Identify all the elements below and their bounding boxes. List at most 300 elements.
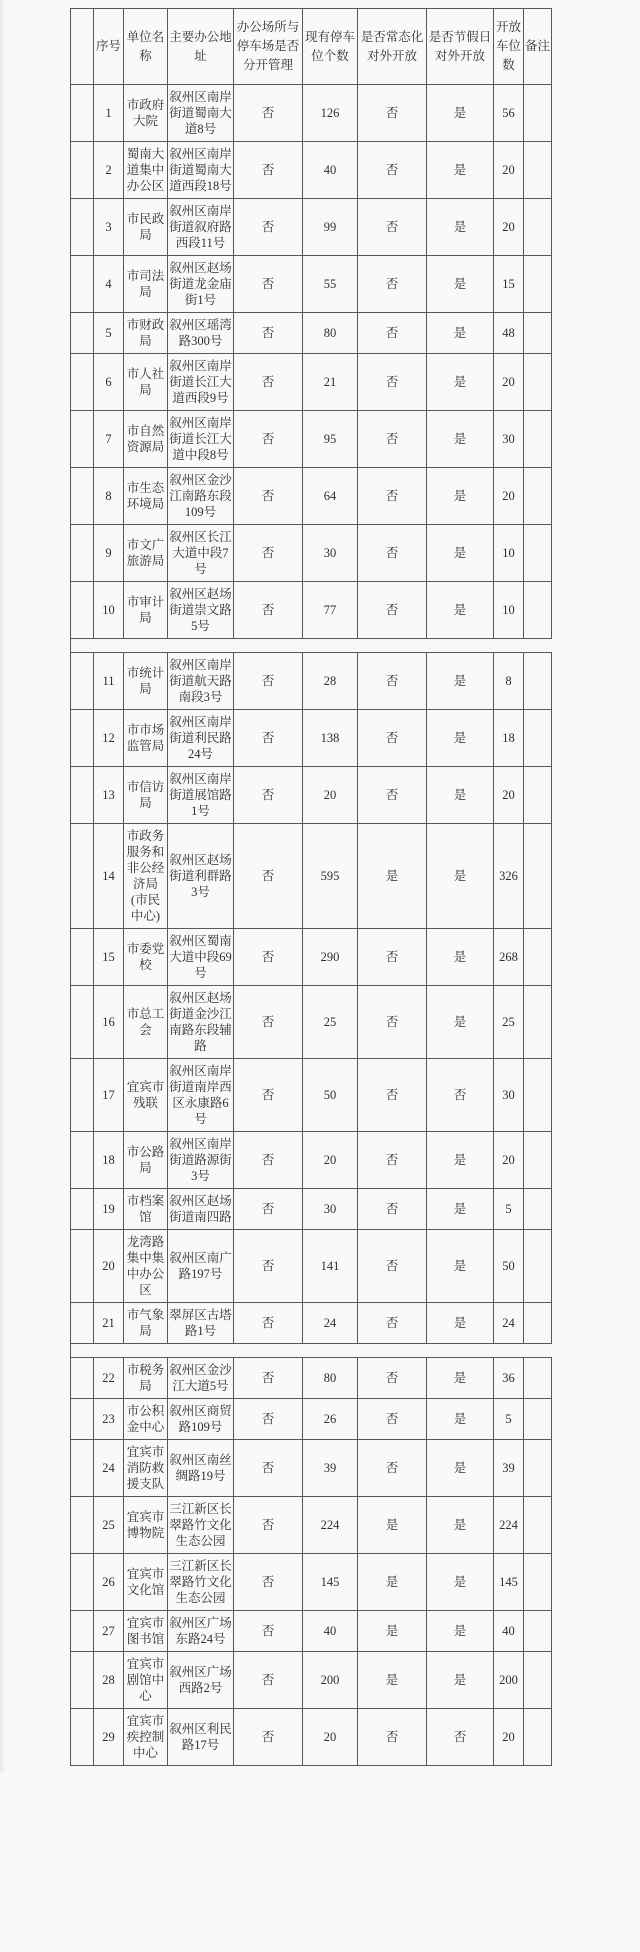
- table-row: [71, 354, 552, 411]
- table-row: [71, 256, 552, 313]
- cell-remark: [524, 1497, 552, 1554]
- cell-no: 26: [94, 1554, 124, 1611]
- cell-separate: 否: [234, 1230, 303, 1303]
- cell-separate: 否: [234, 653, 303, 710]
- blank-cell: [71, 1399, 94, 1440]
- table-body-1: [71, 85, 552, 639]
- cell-daily: 否: [358, 525, 427, 582]
- cell-separate: 否: [234, 313, 303, 354]
- cell-remark: [524, 1709, 552, 1766]
- table-row: [71, 710, 552, 767]
- table-row: [71, 582, 552, 639]
- cell-open: 30: [494, 411, 524, 468]
- cell-daily: 否: [358, 1440, 427, 1497]
- cell-daily: 否: [358, 256, 427, 313]
- cell-open: 56: [494, 85, 524, 142]
- cell-address: 叙州区金沙江大道5号: [168, 1358, 234, 1399]
- cell-no: 23: [94, 1399, 124, 1440]
- cell-unit: 蜀南大道集中办公区: [124, 142, 168, 199]
- cell-remark: [524, 1189, 552, 1230]
- cell-no: 18: [94, 1132, 124, 1189]
- cell-daily: 否: [358, 85, 427, 142]
- cell-daily: 否: [358, 1709, 427, 1766]
- cell-remark: [524, 525, 552, 582]
- cell-no: 1: [94, 85, 124, 142]
- cell-remark: [524, 929, 552, 986]
- cell-no: 29: [94, 1709, 124, 1766]
- cell-daily: 是: [358, 1611, 427, 1652]
- cell-unit: 宜宾市疾控制中心: [124, 1709, 168, 1766]
- blank-cell: [71, 1358, 94, 1399]
- cell-open: 20: [494, 199, 524, 256]
- cell-remark: [524, 986, 552, 1059]
- blank-cell: [71, 411, 94, 468]
- cell-daily: 否: [358, 929, 427, 986]
- cell-unit: 市气象局: [124, 1303, 168, 1344]
- cell-open: 15: [494, 256, 524, 313]
- cell-unit: 市税务局: [124, 1358, 168, 1399]
- cell-total: 145: [303, 1554, 358, 1611]
- cell-remark: [524, 1554, 552, 1611]
- cell-separate: 否: [234, 142, 303, 199]
- column-header-holiday: 是否节假日对外开放: [427, 9, 494, 85]
- cell-remark: [524, 85, 552, 142]
- cell-daily: 否: [358, 411, 427, 468]
- column-header-no: 序号: [94, 9, 124, 85]
- cell-no: 8: [94, 468, 124, 525]
- parking-table-section-3: [70, 1357, 552, 1766]
- blank-cell: [71, 1652, 94, 1709]
- cell-open: 25: [494, 986, 524, 1059]
- table-row: [71, 1440, 552, 1497]
- blank-cell: [71, 1497, 94, 1554]
- cell-no: 15: [94, 929, 124, 986]
- cell-total: 28: [303, 653, 358, 710]
- cell-unit: 市生态环境局: [124, 468, 168, 525]
- blank-cell: [71, 767, 94, 824]
- cell-daily: 否: [358, 582, 427, 639]
- cell-holiday: 是: [427, 582, 494, 639]
- cell-separate: 否: [234, 525, 303, 582]
- cell-no: 9: [94, 525, 124, 582]
- blank-cell: [71, 1709, 94, 1766]
- cell-open: 40: [494, 1611, 524, 1652]
- cell-address: 叙州区广场东路24号: [168, 1611, 234, 1652]
- cell-holiday: 是: [427, 1303, 494, 1344]
- cell-remark: [524, 411, 552, 468]
- cell-holiday: 是: [427, 313, 494, 354]
- blank-cell: [71, 1303, 94, 1344]
- cell-address: 叙州区南岸街道利民路24号: [168, 710, 234, 767]
- cell-separate: 否: [234, 986, 303, 1059]
- cell-unit: 宜宾市剧馆中心: [124, 1652, 168, 1709]
- table-body-3: [71, 1358, 552, 1766]
- cell-no: 6: [94, 354, 124, 411]
- column-header-daily: 是否常态化对外开放: [358, 9, 427, 85]
- cell-unit: 市总工会: [124, 986, 168, 1059]
- cell-holiday: 是: [427, 1399, 494, 1440]
- cell-open: 20: [494, 1709, 524, 1766]
- cell-separate: 否: [234, 929, 303, 986]
- cell-no: 5: [94, 313, 124, 354]
- cell-address: 叙州区南岸街道南岸西区永康路6号: [168, 1059, 234, 1132]
- cell-holiday: 是: [427, 1230, 494, 1303]
- cell-open: 20: [494, 1132, 524, 1189]
- cell-no: 16: [94, 986, 124, 1059]
- cell-address: 叙州区南岸街道展馆路1号: [168, 767, 234, 824]
- cell-separate: 否: [234, 710, 303, 767]
- cell-daily: 是: [358, 824, 427, 929]
- cell-open: 326: [494, 824, 524, 929]
- cell-holiday: 是: [427, 354, 494, 411]
- cell-holiday: 是: [427, 1554, 494, 1611]
- cell-unit: 市民政局: [124, 199, 168, 256]
- cell-address: 叙州区金沙江南路东段109号: [168, 468, 234, 525]
- cell-no: 22: [94, 1358, 124, 1399]
- cell-open: 36: [494, 1358, 524, 1399]
- cell-daily: 否: [358, 710, 427, 767]
- table-header: [71, 9, 552, 85]
- cell-unit: 市统计局: [124, 653, 168, 710]
- cell-holiday: 是: [427, 1652, 494, 1709]
- cell-unit: 市档案馆: [124, 1189, 168, 1230]
- cell-daily: 否: [358, 653, 427, 710]
- cell-daily: 否: [358, 1059, 427, 1132]
- cell-remark: [524, 1230, 552, 1303]
- cell-unit: 市委党校: [124, 929, 168, 986]
- cell-open: 20: [494, 468, 524, 525]
- cell-open: 8: [494, 653, 524, 710]
- cell-daily: 否: [358, 986, 427, 1059]
- cell-holiday: 是: [427, 986, 494, 1059]
- cell-open: 30: [494, 1059, 524, 1132]
- cell-address: 叙州区瑶湾路300号: [168, 313, 234, 354]
- cell-separate: 否: [234, 1132, 303, 1189]
- parking-table-section-1: [70, 8, 552, 639]
- cell-address: 叙州区南广路197号: [168, 1230, 234, 1303]
- cell-separate: 否: [234, 199, 303, 256]
- cell-remark: [524, 824, 552, 929]
- cell-total: 99: [303, 199, 358, 256]
- cell-holiday: 是: [427, 653, 494, 710]
- cell-remark: [524, 313, 552, 354]
- table-row: [71, 1358, 552, 1399]
- cell-unit: 市政务服务和非公经济局(市民中心): [124, 824, 168, 929]
- cell-remark: [524, 354, 552, 411]
- cell-total: 290: [303, 929, 358, 986]
- cell-holiday: 是: [427, 142, 494, 199]
- table-row: [71, 313, 552, 354]
- cell-daily: 否: [358, 313, 427, 354]
- cell-total: 26: [303, 1399, 358, 1440]
- table-row: [71, 824, 552, 929]
- cell-no: 28: [94, 1652, 124, 1709]
- cell-no: 21: [94, 1303, 124, 1344]
- cell-no: 4: [94, 256, 124, 313]
- blank-cell: [71, 582, 94, 639]
- cell-total: 24: [303, 1303, 358, 1344]
- cell-holiday: 是: [427, 1132, 494, 1189]
- cell-holiday: 是: [427, 824, 494, 929]
- cell-separate: 否: [234, 1059, 303, 1132]
- cell-daily: 否: [358, 1399, 427, 1440]
- cell-daily: 否: [358, 468, 427, 525]
- cell-unit: 市人社局: [124, 354, 168, 411]
- column-header-unit: 单位名称: [124, 9, 168, 85]
- blank-column-header: [71, 9, 94, 85]
- cell-remark: [524, 653, 552, 710]
- cell-holiday: 否: [427, 1059, 494, 1132]
- cell-total: 55: [303, 256, 358, 313]
- cell-holiday: 是: [427, 1358, 494, 1399]
- cell-holiday: 否: [427, 1709, 494, 1766]
- cell-total: 138: [303, 710, 358, 767]
- cell-unit: 宜宾市残联: [124, 1059, 168, 1132]
- cell-remark: [524, 1440, 552, 1497]
- cell-no: 2: [94, 142, 124, 199]
- cell-no: 3: [94, 199, 124, 256]
- cell-total: 20: [303, 1709, 358, 1766]
- cell-separate: 否: [234, 354, 303, 411]
- cell-open: 20: [494, 142, 524, 199]
- cell-open: 10: [494, 525, 524, 582]
- cell-remark: [524, 199, 552, 256]
- cell-total: 30: [303, 525, 358, 582]
- cell-open: 50: [494, 1230, 524, 1303]
- column-header-remark: 备注: [524, 9, 552, 85]
- table-body-2: [71, 653, 552, 1344]
- cell-holiday: 是: [427, 1189, 494, 1230]
- cell-open: 18: [494, 710, 524, 767]
- cell-total: 21: [303, 354, 358, 411]
- cell-unit: 宜宾市消防救援支队: [124, 1440, 168, 1497]
- cell-separate: 否: [234, 824, 303, 929]
- table-row: [71, 1303, 552, 1344]
- cell-daily: 否: [358, 142, 427, 199]
- cell-no: 17: [94, 1059, 124, 1132]
- table-row: [71, 986, 552, 1059]
- cell-separate: 否: [234, 1554, 303, 1611]
- cell-separate: 否: [234, 1611, 303, 1652]
- cell-holiday: 是: [427, 1497, 494, 1554]
- cell-total: 40: [303, 142, 358, 199]
- cell-separate: 否: [234, 468, 303, 525]
- cell-separate: 否: [234, 1652, 303, 1709]
- cell-daily: 否: [358, 1189, 427, 1230]
- blank-cell: [71, 354, 94, 411]
- cell-remark: [524, 767, 552, 824]
- blank-cell: [71, 525, 94, 582]
- table-row: [71, 767, 552, 824]
- table-header-row: [71, 9, 552, 85]
- cell-address: 叙州区南岸街道长江大道中段8号: [168, 411, 234, 468]
- cell-separate: 否: [234, 1189, 303, 1230]
- cell-separate: 否: [234, 411, 303, 468]
- cell-daily: 否: [358, 767, 427, 824]
- blank-cell: [71, 256, 94, 313]
- cell-holiday: 是: [427, 199, 494, 256]
- cell-open: 20: [494, 354, 524, 411]
- parking-table-section-2: [70, 652, 552, 1344]
- table-row: [71, 1611, 552, 1652]
- cell-no: 19: [94, 1189, 124, 1230]
- page-break-gap: [70, 639, 72, 652]
- cell-separate: 否: [234, 767, 303, 824]
- cell-unit: 市公路局: [124, 1132, 168, 1189]
- blank-cell: [71, 1440, 94, 1497]
- cell-no: 12: [94, 710, 124, 767]
- page-break-gap: [70, 1344, 72, 1357]
- table-row: [71, 1554, 552, 1611]
- cell-open: 5: [494, 1399, 524, 1440]
- blank-cell: [71, 929, 94, 986]
- cell-daily: 否: [358, 1230, 427, 1303]
- cell-daily: 是: [358, 1652, 427, 1709]
- cell-address: 叙州区蜀南大道中段69号: [168, 929, 234, 986]
- cell-remark: [524, 256, 552, 313]
- blank-cell: [71, 1132, 94, 1189]
- column-header-total: 现有停车位个数: [303, 9, 358, 85]
- cell-address: 叙州区利民路17号: [168, 1709, 234, 1766]
- cell-holiday: 是: [427, 411, 494, 468]
- cell-holiday: 是: [427, 468, 494, 525]
- blank-cell: [71, 199, 94, 256]
- cell-total: 95: [303, 411, 358, 468]
- cell-daily: 是: [358, 1497, 427, 1554]
- cell-address: 叙州区赵场街道金沙江南路东段辅路: [168, 986, 234, 1059]
- cell-holiday: 是: [427, 1440, 494, 1497]
- cell-total: 80: [303, 1358, 358, 1399]
- cell-remark: [524, 1399, 552, 1440]
- cell-no: 25: [94, 1497, 124, 1554]
- blank-cell: [71, 313, 94, 354]
- table-row: [71, 653, 552, 710]
- cell-separate: 否: [234, 1303, 303, 1344]
- cell-open: 224: [494, 1497, 524, 1554]
- blank-cell: [71, 142, 94, 199]
- blank-cell: [71, 1611, 94, 1652]
- cell-separate: 否: [234, 1497, 303, 1554]
- cell-remark: [524, 1132, 552, 1189]
- cell-separate: 否: [234, 85, 303, 142]
- cell-total: 39: [303, 1440, 358, 1497]
- table-row: [71, 468, 552, 525]
- cell-open: 10: [494, 582, 524, 639]
- cell-holiday: 是: [427, 525, 494, 582]
- cell-holiday: 是: [427, 929, 494, 986]
- cell-separate: 否: [234, 582, 303, 639]
- cell-no: 27: [94, 1611, 124, 1652]
- cell-holiday: 是: [427, 85, 494, 142]
- blank-cell: [71, 710, 94, 767]
- cell-address: 叙州区南岸街道长江大道西段9号: [168, 354, 234, 411]
- cell-unit: 宜宾市图书馆: [124, 1611, 168, 1652]
- cell-unit: 市市场监管局: [124, 710, 168, 767]
- cell-remark: [524, 1303, 552, 1344]
- cell-address: 叙州区广场西路2号: [168, 1652, 234, 1709]
- cell-remark: [524, 710, 552, 767]
- cell-total: 20: [303, 767, 358, 824]
- cell-unit: 龙湾路集中集中办公区: [124, 1230, 168, 1303]
- blank-cell: [71, 85, 94, 142]
- cell-open: 145: [494, 1554, 524, 1611]
- cell-total: 200: [303, 1652, 358, 1709]
- cell-unit: 宜宾市博物院: [124, 1497, 168, 1554]
- cell-unit: 市公积金中心: [124, 1399, 168, 1440]
- cell-total: 30: [303, 1189, 358, 1230]
- cell-unit: 市审计局: [124, 582, 168, 639]
- cell-holiday: 是: [427, 1611, 494, 1652]
- cell-total: 141: [303, 1230, 358, 1303]
- cell-address: 叙州区赵场街道崇文路5号: [168, 582, 234, 639]
- blank-cell: [71, 1059, 94, 1132]
- blank-cell: [71, 986, 94, 1059]
- blank-cell: [71, 653, 94, 710]
- cell-remark: [524, 582, 552, 639]
- cell-total: 224: [303, 1497, 358, 1554]
- cell-separate: 否: [234, 1440, 303, 1497]
- cell-total: 25: [303, 986, 358, 1059]
- cell-no: 20: [94, 1230, 124, 1303]
- cell-address: 叙州区南岸街道蜀南大道8号: [168, 85, 234, 142]
- cell-total: 126: [303, 85, 358, 142]
- cell-open: 5: [494, 1189, 524, 1230]
- cell-open: 200: [494, 1652, 524, 1709]
- cell-unit: 市信访局: [124, 767, 168, 824]
- blank-cell: [71, 468, 94, 525]
- cell-address: 叙州区南丝绸路19号: [168, 1440, 234, 1497]
- column-header-address: 主要办公地址: [168, 9, 234, 85]
- cell-address: 叙州区赵场街道龙金庙街1号: [168, 256, 234, 313]
- cell-address: 叙州区商贸路109号: [168, 1399, 234, 1440]
- cell-no: 13: [94, 767, 124, 824]
- cell-remark: [524, 468, 552, 525]
- table-row: [71, 1132, 552, 1189]
- cell-address: 三江新区长翠路竹文化生态公园: [168, 1497, 234, 1554]
- blank-cell: [71, 1230, 94, 1303]
- cell-address: 叙州区长江大道中段7号: [168, 525, 234, 582]
- cell-unit: 市财政局: [124, 313, 168, 354]
- cell-separate: 否: [234, 1358, 303, 1399]
- table-row: [71, 199, 552, 256]
- cell-total: 595: [303, 824, 358, 929]
- cell-total: 64: [303, 468, 358, 525]
- table-row: [71, 1399, 552, 1440]
- table-row: [71, 1497, 552, 1554]
- table-row: [71, 929, 552, 986]
- cell-remark: [524, 1611, 552, 1652]
- cell-holiday: 是: [427, 767, 494, 824]
- table-row: [71, 1709, 552, 1766]
- table-row: [71, 1189, 552, 1230]
- cell-unit: 市司法局: [124, 256, 168, 313]
- cell-address: 翠屏区古塔路1号: [168, 1303, 234, 1344]
- cell-no: 7: [94, 411, 124, 468]
- cell-address: 叙州区南岸街道蜀南大道西段18号: [168, 142, 234, 199]
- cell-no: 24: [94, 1440, 124, 1497]
- cell-unit: 市政府大院: [124, 85, 168, 142]
- table-row: [71, 85, 552, 142]
- cell-remark: [524, 142, 552, 199]
- blank-cell: [71, 1554, 94, 1611]
- cell-remark: [524, 1059, 552, 1132]
- table-row: [71, 1059, 552, 1132]
- cell-unit: 市自然资源局: [124, 411, 168, 468]
- cell-address: 叙州区南岸街道叙府路西段11号: [168, 199, 234, 256]
- cell-unit: 宜宾市文化馆: [124, 1554, 168, 1611]
- cell-unit: 市文广旅游局: [124, 525, 168, 582]
- cell-remark: [524, 1652, 552, 1709]
